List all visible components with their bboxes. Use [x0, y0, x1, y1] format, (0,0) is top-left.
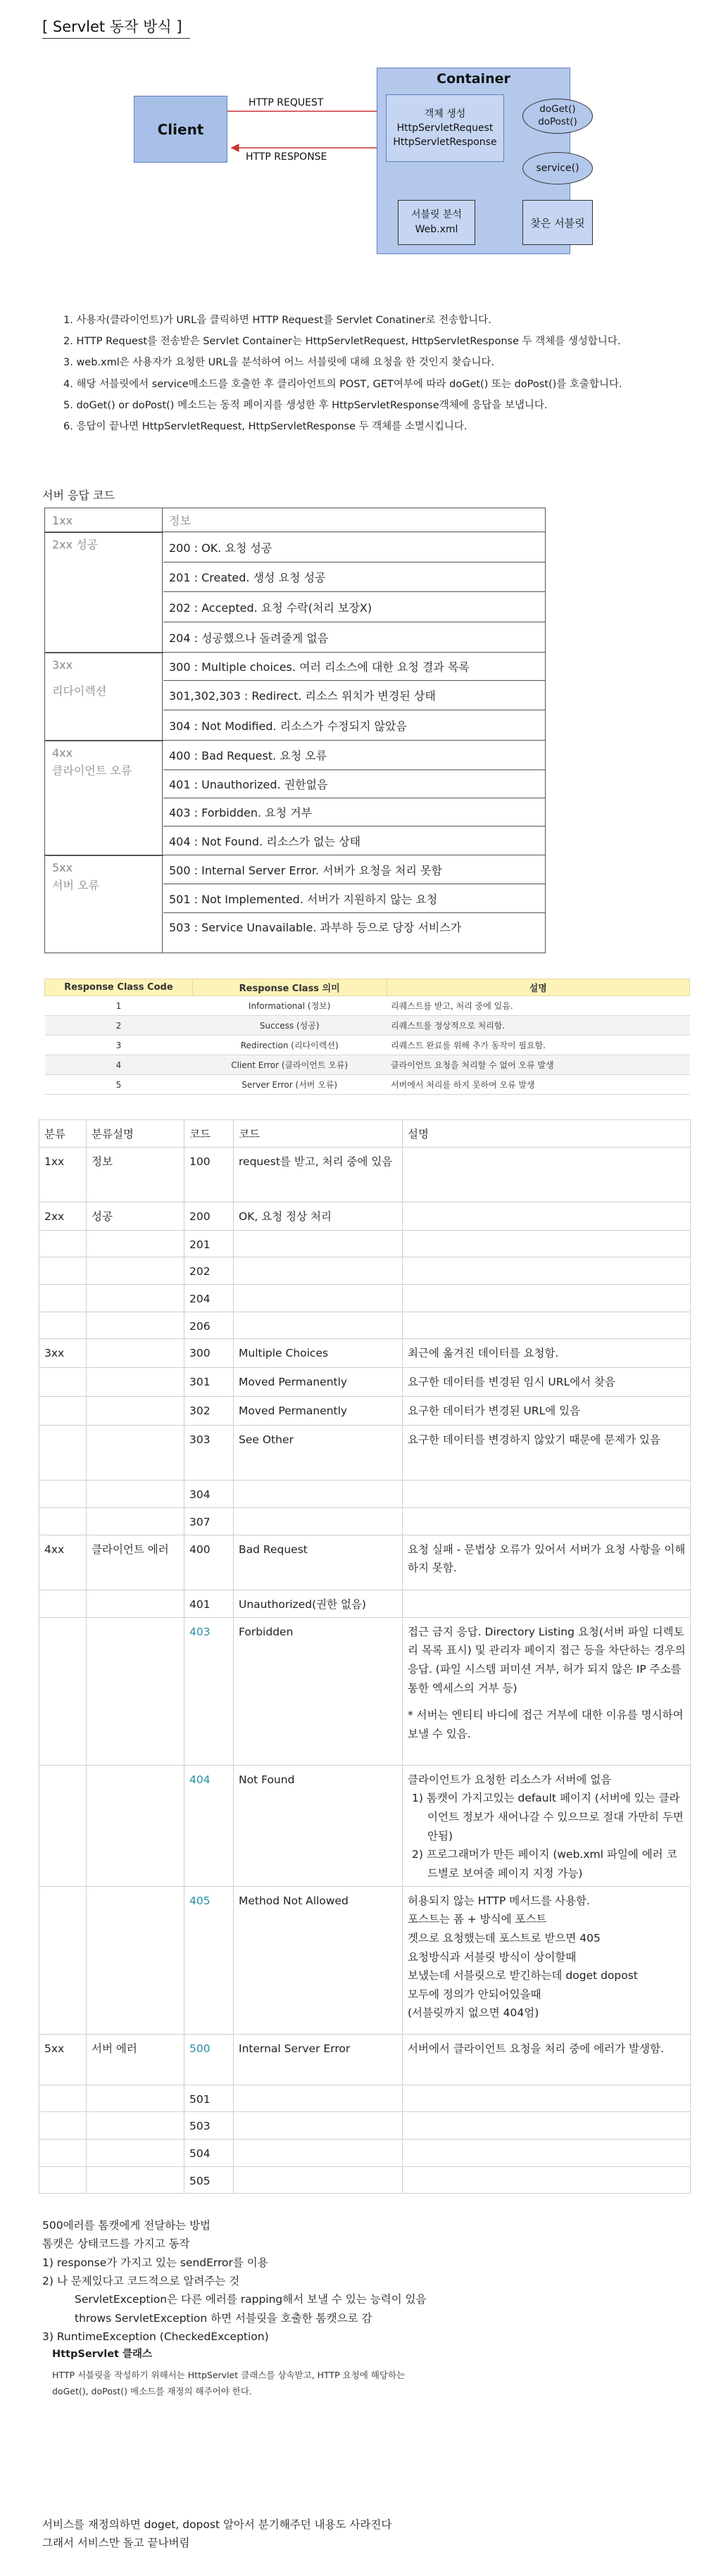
cell: 401: [184, 1590, 234, 1617]
note-subline: ServletException은 다른 에러를 rapping해서 보낼 수 있는 능력이 있음: [75, 2293, 427, 2306]
cell: 301: [184, 1368, 234, 1397]
cell: 리퀘스트 완료를 위해 추가 동작이 필요함.: [387, 1036, 689, 1055]
servlet-diagram-arrows: [0, 0, 709, 268]
desc-line: 포스트는 폼 + 방식에 포스트: [408, 1913, 547, 1926]
code-row: 301,302,303 : Redirect. 리소스 위치가 변경된 상태: [163, 681, 546, 710]
cell: 500: [184, 2034, 234, 2085]
found-servlet-box: [522, 200, 593, 245]
cell: Moved Permanently: [234, 1397, 403, 1426]
service-label: service(): [536, 163, 579, 174]
header-class-code: Response Class Code: [45, 979, 193, 996]
note-line: 서비스를 재정의하면 doget, dopost 알아서 분기해주던 내용도 사라진다: [42, 2518, 392, 2531]
cell: 201: [184, 1230, 234, 1257]
table-row: [45, 1055, 690, 1075]
cell: 3xx: [39, 1339, 87, 1368]
step-item: 5. doGet() or doPost() 메소드는 동적 페이지를 생성한 후 HttpServletResponse객체에 응답을 보냅니다.: [63, 399, 548, 411]
table-row: [39, 1147, 691, 1202]
cell: 성공: [87, 1202, 184, 1230]
cell: 504: [184, 2139, 234, 2166]
cell: 서버에서 처리를 하지 못하여 오류 발생: [387, 1075, 689, 1095]
table-row: [39, 1397, 691, 1426]
note-line: 그래서 서비스만 돌고 끝나버림: [42, 2537, 190, 2550]
code-row: 404 : Not Found. 리소스가 없는 상태: [163, 827, 546, 855]
table-row: [39, 2139, 691, 2166]
group-3xx: [45, 653, 163, 740]
cell: 404: [184, 1765, 234, 1886]
cell: 최근에 옮겨진 데이터를 요청함.: [403, 1339, 691, 1368]
cell: 100: [184, 1147, 234, 1202]
small-line: doGet(), doPost() 메소드를 재정의 해주어야 한다.: [52, 2385, 252, 2396]
object-line-1: 객체 생성: [424, 108, 466, 120]
desc-line: (서블릿까지 없으면 404엄): [408, 2006, 539, 2020]
servlet-analysis-box: [398, 200, 475, 245]
desc-text: 접근 금지 응답. Directory Listing 요청(서버 파일 디렉토리 목록 표시) 및 관리자 페이지 접근 등을 차단하는 경우의 응답. (파일 시스템 퍼미션 거부, 허가 되지 않은 IP 주소를 통한 엑세스의 거부 등): [408, 1625, 686, 1695]
cell: [403, 1147, 691, 1202]
cell: 정보: [87, 1147, 184, 1202]
cell: Success (성공): [192, 1016, 387, 1036]
group-desc: 서버 오류: [52, 878, 99, 892]
step-item: 1. 사용자(클라이언트)가 URL을 클릭하면 HTTP Request를 Servlet Conatiner로 전송합니다.: [63, 315, 491, 326]
object-creation-box: [386, 94, 504, 162]
cell: 1xx: [39, 1147, 87, 1202]
desc-text: * 서버는 엔티티 바디에 접근 거부에 대한 이유를 명시하여 보낼 수 있음.: [408, 1709, 684, 1740]
table-row: [39, 1230, 691, 1257]
cell: Server Error (서버 오류): [192, 1075, 387, 1095]
code-row: 201 : Created. 생성 요청 성공: [163, 563, 546, 592]
note-item: 1) response가 가지고 있는 sendError를 이용: [42, 2256, 268, 2269]
cell: 요구한 데이터가 변경된 URL에 있음: [403, 1397, 691, 1426]
response-code-table: [44, 508, 546, 953]
cell: 204: [184, 1284, 234, 1312]
table-row: [39, 1426, 691, 1481]
code-row: 503 : Service Unavailable. 과부하 등으로 당장 서비스가: [169, 921, 462, 934]
cell: [403, 1886, 691, 2034]
note-item: 3) RuntimeException (CheckedException): [42, 2330, 269, 2344]
cell: 요청 실패 - 문법상 오류가 있어서 서버가 요청 사항을 이해하지 못함.: [403, 1535, 691, 1590]
table-row: [39, 1481, 691, 1508]
table-row: [39, 1312, 691, 1339]
step-item: 6. 응답이 끝나면 HttpServletRequest, HttpServletResponse 두 객체를 소멸시킵니다.: [63, 420, 468, 432]
cell: Moved Permanently: [234, 1368, 403, 1397]
cell: 서버에서 클라이언트 요청을 처리 중에 에러가 발생함.: [403, 2034, 691, 2085]
cell: Informational (정보): [192, 996, 387, 1016]
desc-subitem: 2) 프로그래머가 만든 페이지 (web.xml 파일에 에러 코드별로 보여줄 페이지 지정 가능): [412, 1848, 677, 1880]
code-row: 501 : Not Implemented. 서버가 지원하지 않는 요청: [163, 884, 546, 913]
step-item: 3. web.xml은 사용자가 요청한 URL을 분석하여 어느 서블릿에 대해 요청을 한 것인지 찾습니다.: [63, 357, 495, 369]
cell: 5: [45, 1075, 193, 1095]
cell: 505: [184, 2166, 234, 2194]
note-line: 톰캣은 상태코드를 가지고 동작: [42, 2237, 190, 2251]
cell: 200: [184, 1202, 234, 1230]
desc-line: 요청방식과 서블릿 방식이 상이할때: [408, 1950, 577, 1964]
code-row: 204 : 성공했으나 돌려줄게 없음: [163, 622, 546, 653]
cell: Not Found: [234, 1765, 403, 1886]
cell: 요구한 데이터를 변경된 임시 URL에서 찾음: [403, 1368, 691, 1397]
cell: [403, 1765, 691, 1886]
note-subtitle: HttpServlet 클래스: [52, 2349, 153, 2361]
dopost-label: doPost(): [538, 116, 577, 127]
code-row: 500 : Internal Server Error. 서버가 요청을 처리 못함: [163, 855, 546, 884]
group-name: 5xx: [52, 861, 73, 874]
group-desc: 클라이언트 오류: [52, 763, 132, 777]
section-title-servlet: [ Servlet 동작 방식 ]: [42, 18, 182, 35]
cell: 202: [184, 1257, 234, 1285]
step-item: 2. HTTP Request를 전송받은 Servlet Container는 HttpServletRequest, HttpServletResponse 두 객체를 생성합니다.: [63, 336, 621, 348]
table-row: [45, 996, 690, 1016]
table-row: [39, 1590, 691, 1617]
cell: Bad Request: [234, 1535, 403, 1590]
group-name: 3xx: [52, 658, 73, 672]
cell: 501: [184, 2085, 234, 2112]
group-name: 4xx: [52, 746, 73, 760]
cell: 클라이언트 요청을 처리할 수 없어 오류 발생: [387, 1055, 689, 1075]
cell: 클라이언트 에러: [87, 1535, 184, 1590]
header-class-meaning: Response Class 의미: [192, 979, 387, 996]
cell: 304: [184, 1481, 234, 1508]
cell: 303: [184, 1426, 234, 1481]
step-item: 4. 해당 서블릿에서 service메소드를 호출한 후 클리아언트의 POST, GET여부에 따라 doGet() 또는 doPost()를 호출합니다.: [63, 378, 622, 390]
desc-line: 겟으로 요청했는데 포스트로 받으면 405: [408, 1931, 601, 1944]
code-row: 401 : Unauthorized. 권한없음: [163, 770, 546, 798]
service-oval: [522, 152, 593, 184]
desc-line: 보냈는데 서블릿으로 받긴하는데 doget dopost: [408, 1969, 638, 1983]
cell: 400: [184, 1535, 234, 1590]
group-desc: 리다이렉션: [52, 684, 107, 698]
analysis-line-1: 서블릿 분석: [410, 209, 463, 220]
table-row: [39, 1339, 691, 1368]
cell: 서버 에러: [87, 2034, 184, 2085]
found-label: 찾은 서블릿: [530, 216, 585, 230]
table-row: [39, 1257, 691, 1285]
header-cell: 설명: [403, 1120, 691, 1148]
group-2xx: [45, 532, 163, 652]
code-row: 400 : Bad Request. 요청 오류: [163, 741, 546, 770]
desc-subitem: 1) 톰캣이 가지고있는 default 페이지 (서버에 있는 클라이언트 정보가 새어나갈 수 있으므로 절대 가만히 두면 안됨): [412, 1792, 684, 1842]
cell: Method Not Allowed: [234, 1886, 403, 2034]
cell: Multiple Choices: [234, 1339, 403, 1368]
cell: [403, 1202, 691, 1230]
cell: Forbidden: [234, 1617, 403, 1765]
note-small-text: [42, 2368, 427, 2399]
response-class-table: [44, 979, 690, 1095]
header-cell: 코드: [234, 1120, 403, 1148]
table-row: [39, 2034, 691, 2085]
desc-line: 허용되지 않는 HTTP 메서드를 사용함.: [408, 1894, 590, 1907]
object-line-3: HttpServletResponse: [393, 137, 497, 149]
client-label: Client: [157, 120, 204, 138]
cell: 2xx: [39, 1202, 87, 1230]
cell: 4: [45, 1055, 193, 1075]
header-cell: 분류설명: [87, 1120, 184, 1148]
servlet-steps-list: [63, 310, 622, 437]
doget-label: doGet(): [539, 103, 576, 115]
container-title: Container: [437, 71, 510, 87]
table-row: [45, 1036, 690, 1055]
cell: 리퀘스트를 정상적으로 처리함.: [387, 1016, 689, 1036]
code-row: 정보: [163, 508, 546, 532]
final-notes: [42, 2515, 391, 2553]
header-cell: 코드: [184, 1120, 234, 1148]
table-row: [39, 1617, 691, 1765]
cell: OK, 요청 정상 처리: [234, 1202, 403, 1230]
cell: 405: [184, 1886, 234, 2034]
cell: Unauthorized(권한 없음): [234, 1590, 403, 1617]
object-line-2: HttpServletRequest: [396, 122, 494, 134]
code-row: 300 : Multiple choices. 여러 리소스에 대한 요청 결과 목록: [163, 653, 546, 681]
cell: request를 받고, 처리 중에 있음: [234, 1147, 403, 1202]
cell: 요구한 데이터를 변경하지 않았기 때문에 문제가 있음: [403, 1426, 691, 1481]
cell: 300: [184, 1339, 234, 1368]
table-row: [39, 2085, 691, 2112]
section-title-response-codes: 서버 응답 코드: [42, 489, 115, 502]
table-row: [39, 2166, 691, 2194]
notes-block: [42, 2216, 427, 2399]
cell: Internal Server Error: [234, 2034, 403, 2085]
table-row: [39, 2112, 691, 2140]
cell: Client Error (클라이언트 오류): [192, 1055, 387, 1075]
cell: See Other: [234, 1426, 403, 1481]
table-row: [39, 1886, 691, 2034]
cell: 2: [45, 1016, 193, 1036]
code-row: 200 : OK. 요청 성공: [163, 532, 546, 563]
http-response-label: HTTP RESPONSE: [246, 151, 327, 163]
table-row: [39, 1284, 691, 1312]
doget-dopost-oval: [522, 99, 593, 134]
table-row: [39, 1535, 691, 1590]
cell: [403, 1617, 691, 1765]
header-cell: 분류: [39, 1120, 87, 1148]
group-name: 2xx 성공: [52, 538, 99, 551]
table-row: [39, 1202, 691, 1230]
group-4xx: [45, 741, 163, 855]
table-row: [45, 1075, 690, 1095]
status-code-detail-table: [39, 1119, 691, 2194]
http-request-label: HTTP REQUEST: [249, 97, 324, 108]
cell: 307: [184, 1507, 234, 1535]
note-line: 500에러를 톰캣에게 전달하는 방법: [42, 2219, 211, 2232]
cell: 302: [184, 1397, 234, 1426]
desc-text: 클라이언트가 요청한 리소스가 서버에 없음: [408, 1773, 612, 1786]
cell: 4xx: [39, 1535, 87, 1590]
table-header-row: [39, 1120, 691, 1148]
group-5xx: [45, 855, 163, 953]
analysis-line-2: Web.xml: [415, 224, 458, 235]
group-name: 1xx: [52, 514, 73, 527]
desc-line: 모두에 정의가 안되어있을때: [408, 1987, 541, 2001]
cell: 5xx: [39, 2034, 87, 2085]
header-description: 설명: [387, 979, 689, 996]
note-item: 2) 나 문제있다고 코드적으로 알려주는 것: [42, 2275, 240, 2288]
group-1xx: [45, 508, 163, 532]
code-row: 202 : Accepted. 요청 수락(처리 보장X): [163, 592, 546, 622]
note-subline: throws ServletException 하면 서블릿을 호출한 톰캣으로 감: [75, 2311, 372, 2325]
table-row: [39, 1507, 691, 1535]
cell: 403: [184, 1617, 234, 1765]
cell: 리퀘스트를 받고, 처리 중에 있음.: [387, 996, 689, 1016]
table-row: [45, 1016, 690, 1036]
code-row: 304 : Not Modified. 리소스가 수정되지 않았음: [163, 710, 546, 741]
cell: 3: [45, 1036, 193, 1055]
cell: 503: [184, 2112, 234, 2140]
table-row: [39, 1765, 691, 1886]
table-row: [39, 1368, 691, 1397]
cell: 1: [45, 996, 193, 1016]
cell: Redirection (리다이렉션): [192, 1036, 387, 1055]
cell: 206: [184, 1312, 234, 1339]
client-box: [134, 96, 227, 163]
code-row: 403 : Forbidden. 요청 거부: [163, 798, 546, 827]
small-line: HTTP 서블릿을 작성하기 위해서는 HttpServlet 클래스를 상속받고, HTTP 요청에 해당하는: [52, 2370, 406, 2381]
